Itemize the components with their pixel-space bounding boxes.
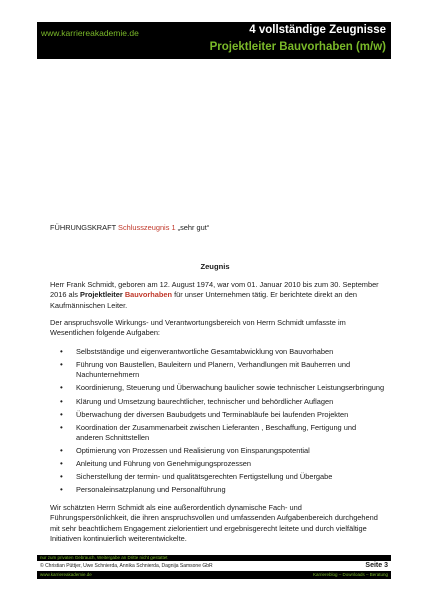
document-heading: Zeugnis bbox=[200, 262, 230, 271]
bullet-icon: • bbox=[60, 396, 63, 406]
intro-text-1: Herr Frank Schmidt, geboren am 12. August 1974, war vom 01. Januar 2010 bis zum 30. September 2016 als bbox=[50, 280, 379, 300]
task-text: Führung von Baustellen, Bauleitern und Planern, Verhandlungen mit Bauherren und Nachunternehmern bbox=[76, 360, 351, 380]
footer-url[interactable]: www.karriereakademie.de bbox=[40, 572, 92, 577]
bullet-icon: • bbox=[60, 409, 63, 419]
intro-role bbox=[80, 290, 172, 299]
intro-role-black: Projektleiter bbox=[80, 290, 123, 300]
task-item bbox=[50, 347, 385, 357]
task-text: Selbstständige und eigenverantwortliche Gesamtabwicklung von Bauvorhaben bbox=[76, 347, 334, 356]
tasks-intro-paragraph: Der anspruchsvolle Wirkungs- und Verantwortungsbereich von Herrn Schmidt umfasste im Wesentlichen folgende Aufgaben: bbox=[50, 318, 346, 338]
task-item bbox=[50, 459, 385, 469]
header-url[interactable]: www.karriereakademie.de bbox=[41, 28, 139, 38]
task-text: Koordinierung, Steuerung und Überwachung baulicher sowie technischer Leistungserbringung bbox=[76, 383, 385, 393]
task-list bbox=[50, 347, 385, 499]
page-header bbox=[37, 22, 391, 59]
kind-prefix: FÜHRUNGSKRAFT bbox=[50, 223, 116, 232]
task-item bbox=[50, 410, 385, 420]
footer-links[interactable]: Karriereblog – Downloads – Beratung bbox=[312, 572, 388, 577]
bullet-icon: • bbox=[60, 383, 63, 393]
page-number: Seite 3 bbox=[365, 562, 388, 569]
task-item bbox=[50, 485, 385, 495]
page-footer bbox=[37, 555, 391, 579]
intro-role-red: Bauvorhaben bbox=[124, 290, 173, 300]
task-item bbox=[50, 472, 385, 482]
task-text: Sicherstellung der termin- und qualitätsgerechten Fertigstellung und Übergabe bbox=[76, 472, 333, 482]
intro-text-2: für unser Unternehmen tätig. Er berichtete direkt an den Kaufmännischen Leiter. bbox=[50, 290, 357, 310]
task-item bbox=[50, 383, 385, 393]
intro-paragraph bbox=[50, 280, 380, 311]
document-kind bbox=[50, 223, 380, 233]
closing-paragraph: Wir schätzten Herrn Schmidt als eine außerordentlich dynamische Fach- und Führungspersönlichkeit, die ihren anspruchsvollen und umfassenden Aufgabenbereich durchgehend mit sehr beachtlichem Engagement zielorientiert und ergebnisgerecht leitete und durch vielfältige Initiativen kontinuierlich weiterentwickelte. bbox=[50, 503, 378, 543]
kind-label: Schlusszeugnis 1 bbox=[118, 223, 176, 232]
task-text: Personaleinsatzplanung und Personalführung bbox=[76, 485, 226, 495]
task-text: Überwachung der diversen Baubudgets und Terminabläufe bei laufenden Projekten bbox=[76, 409, 349, 419]
header-subtitle: Projektleiter Bauvorhaben (m/w) bbox=[209, 41, 386, 53]
footer-notice: nur zum privaten Gebrauch, Weitergabe an Dritte nicht gestattet bbox=[37, 555, 391, 561]
task-item bbox=[50, 423, 385, 444]
task-item bbox=[50, 360, 385, 381]
bullet-icon: • bbox=[60, 472, 63, 482]
bullet-icon: • bbox=[60, 347, 63, 356]
header-title: 4 vollständige Zeugnisse bbox=[249, 24, 386, 36]
footer-authors-row bbox=[37, 561, 391, 571]
kind-rating: „sehr gut“ bbox=[177, 223, 210, 232]
bullet-icon: • bbox=[60, 459, 63, 469]
bullet-icon: • bbox=[60, 485, 63, 495]
bullet-icon: • bbox=[60, 422, 63, 432]
bullet-icon: • bbox=[60, 360, 63, 370]
task-text: Anleitung und Führung von Genehmigungsprozessen bbox=[76, 459, 252, 469]
task-text: Optimierung von Prozessen und Realisierung von Einsparungspotential bbox=[76, 446, 310, 456]
footer-links-row bbox=[37, 571, 391, 579]
task-item bbox=[50, 397, 385, 407]
task-text: Klärung und Umsetzung baurechtlicher, technischer und behördlicher Auflagen bbox=[76, 396, 334, 406]
bullet-icon: • bbox=[60, 446, 63, 456]
task-item bbox=[50, 446, 385, 456]
task-text: Koordination der Zusammenarbeit zwischen Lieferanten , Beschaffung, Fertigung und anderen Schnittstellen bbox=[76, 422, 357, 443]
footer-authors: © Christian Püttjer, Uwe Schnierda, Annika Schnierda, Dagnija Samsone GbR bbox=[40, 563, 213, 569]
